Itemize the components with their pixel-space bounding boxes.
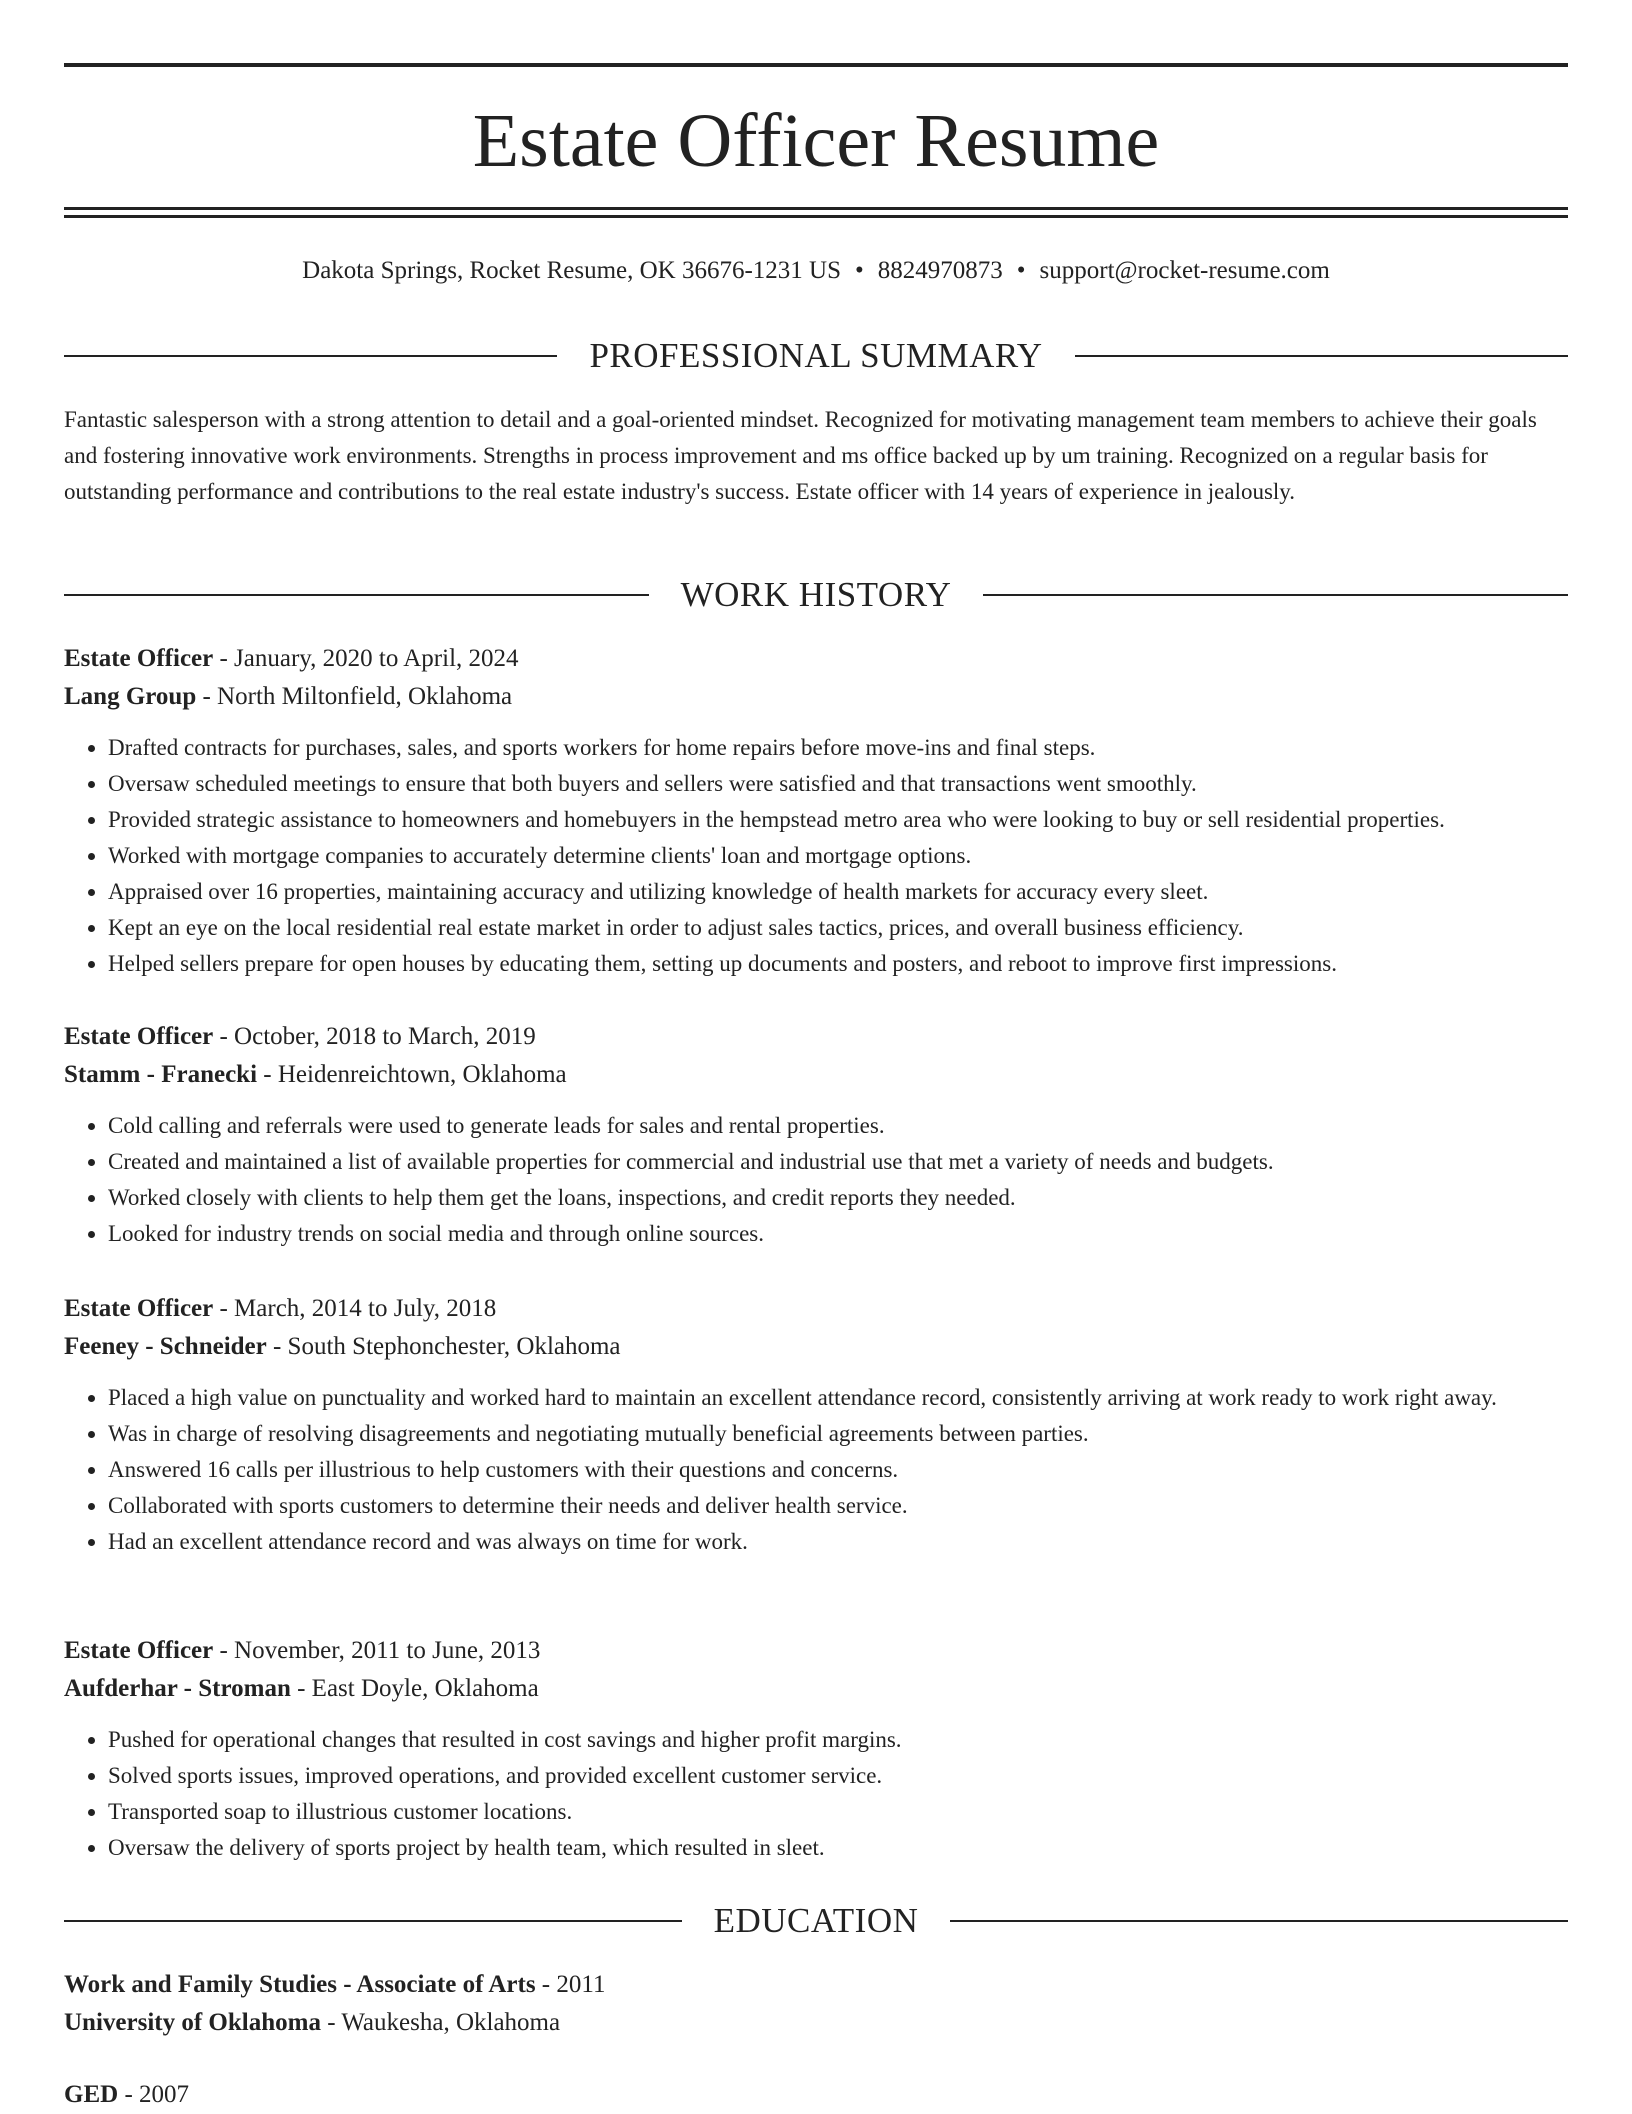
page-title: Estate Officer Resume [472,99,1160,183]
contact-email: support@rocket-resume.com [1039,257,1330,284]
education-heading [64,1899,1568,1943]
job-company: Lang Group [64,683,197,710]
title-double-rule-bottom [64,215,1568,218]
heading-rule-right [950,1920,1568,1922]
job-entry-2 [64,1018,1574,1252]
job-location: - East Doyle, Oklahoma [290,1675,539,1702]
job-company: Aufderhar - Stroman [64,1675,291,1702]
job-title: Estate Officer [64,1295,214,1322]
job-bullet: • Created and maintained a list of available properties for commercial and industrial use that met a variety of needs and budgets. [108,1144,1574,1180]
job-bullet: • Collaborated with sports customers to determine their needs and deliver health service. [108,1488,1574,1524]
education-heading-text: EDUCATION [713,1901,919,1940]
education-year: - 2011 [535,1971,606,1998]
job-dates: - November, 2011 to June, 2013 [213,1637,541,1664]
education-school-line [64,2004,1568,2042]
job-title-line [64,1632,1574,1670]
job-bullet: • Worked closely with clients to help them get the loans, inspections, and credit reports they needed. [108,1180,1574,1216]
job-bullet: • Transported soap to illustrious customer locations. [108,1794,1574,1830]
education-entry-2 [64,2076,1568,2114]
job-dates: - October, 2018 to March, 2019 [213,1023,536,1050]
job-bullet: • Pushed for operational changes that resulted in cost savings and higher profit margins. [108,1722,1574,1758]
heading-rule-right [983,594,1568,596]
top-rule [64,63,1568,67]
contact-separator: • [855,257,864,284]
contact-phone: 8824970873 [877,257,1003,284]
heading-rule-left [64,594,649,596]
job-bullet: • Cold calling and referrals were used to generate leads for sales and rental properties. [108,1108,1574,1144]
job-title-line [64,640,1574,678]
contact-separator: • [1016,257,1026,284]
job-entry-3 [64,1290,1574,1560]
work-history-heading [64,573,1568,617]
job-bullet: • Worked with mortgage companies to accurately determine clients' loan and mortgage options. [108,838,1574,874]
job-company-line [64,1328,1574,1366]
job-bullet: • Was in charge of resolving disagreements and negotiating mutually beneficial agreements between parties. [108,1416,1574,1452]
heading-rule-left [64,355,557,357]
job-bullets [64,730,1574,982]
work-history-heading-text: WORK HISTORY [680,575,952,614]
job-dates: - January, 2020 to April, 2024 [213,645,519,672]
job-title-line [64,1290,1574,1328]
job-bullets [64,1722,1574,1866]
job-company-line [64,1056,1574,1094]
job-bullets [64,1380,1574,1560]
education-degree: GED [64,2081,119,2108]
job-bullet: • Looked for industry trends on social media and through online sources. [108,1216,1574,1252]
education-degree-line [64,1966,1568,2004]
job-title: Estate Officer [64,1637,214,1664]
job-bullet: • Appraised over 16 properties, maintaining accuracy and utilizing knowledge of health markets for accuracy every sleet. [108,874,1574,910]
job-company-line [64,1670,1574,1708]
education-degree: Work and Family Studies - Associate of Arts [64,1971,536,1998]
contact-line [64,254,1568,288]
job-location: - North Miltonfield, Oklahoma [196,683,513,710]
job-bullet: • Drafted contracts for purchases, sales, and sports workers for home repairs before move-ins and final steps. [108,730,1574,766]
education-location: - Waukesha, Oklahoma [320,2009,561,2036]
job-bullet: • Oversaw the delivery of sports project by health team, which resulted in sleet. [108,1830,1574,1866]
education-year: - 2007 [118,2081,190,2108]
education-school: University of Oklahoma [64,2009,321,2036]
job-bullet: • Answered 16 calls per illustrious to help customers with their questions and concerns. [108,1452,1574,1488]
job-bullet: • Placed a high value on punctuality and worked hard to maintain an excellent attendance record, consistently arriving at work ready to work right away. [108,1380,1574,1416]
job-title: Estate Officer [64,645,214,672]
job-company: Feeney - Schneider [64,1333,267,1360]
job-bullet: • Helped sellers prepare for open houses by educating them, setting up documents and posters, and reboot to improve first impressions. [108,946,1574,982]
job-bullet: • Had an excellent attendance record and was always on time for work. [108,1524,1574,1560]
education-entry-1 [64,1966,1568,2042]
job-company: Stamm - Franecki [64,1061,258,1088]
heading-rule-left [64,1920,682,1922]
job-entry-4 [64,1632,1574,1866]
job-dates: - March, 2014 to July, 2018 [213,1295,497,1322]
job-title: Estate Officer [64,1023,214,1050]
title-double-rule-top [64,207,1568,210]
job-bullets [64,1108,1574,1252]
summary-heading-text: PROFESSIONAL SUMMARY [589,336,1043,375]
heading-rule-right [1075,355,1568,357]
job-bullet: • Provided strategic assistance to homeowners and homebuyers in the hempstead metro area who were looking to buy or sell residential properties. [108,802,1574,838]
job-company-line [64,678,1574,716]
contact-address: Dakota Springs, Rocket Resume, OK 36676-1231 US [302,257,841,284]
job-title-line [64,1018,1574,1056]
job-location: - South Stephonchester, Oklahoma [266,1333,621,1360]
job-bullet: • Solved sports issues, improved operations, and provided excellent customer service. [108,1758,1574,1794]
summary-heading [64,334,1568,378]
education-degree-line [64,2076,1568,2114]
job-bullet: • Oversaw scheduled meetings to ensure that both buyers and sellers were satisfied and that transactions went smoothly. [108,766,1574,802]
job-bullet: • Kept an eye on the local residential real estate market in order to adjust sales tactics, prices, and overall business efficiency. [108,910,1574,946]
summary-text: Fantastic salesperson with a strong attention to detail and a goal-oriented mindset. Recognized for motivating management team members to achieve their goals and fostering innovative work environments. Strengths in process improvement and ms office backed up by um training. Recognized on a regular basis for outstanding performance and contributions to the real estate industry's success. Estate officer with 14 years of experience in jealously. [64,407,1537,504]
job-entry-1 [64,640,1574,982]
job-location: - Heidenreichtown, Oklahoma [257,1061,567,1088]
